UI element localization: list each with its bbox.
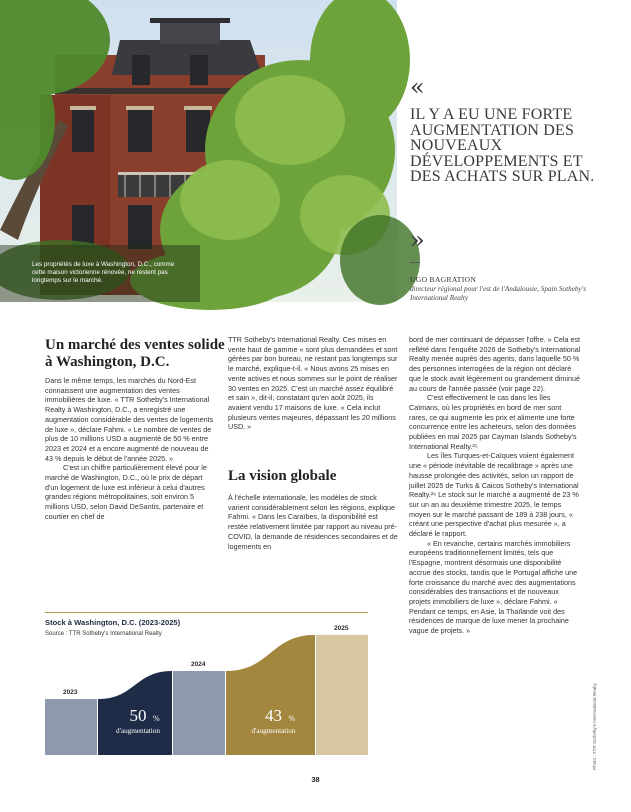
chart-increase-unit-1: % xyxy=(153,714,160,723)
quote-author: UGO BAGRATION xyxy=(410,275,477,284)
article-column-2 xyxy=(228,335,398,432)
chart-increase-area-2 xyxy=(226,635,315,755)
section-title-washington: Un marché des ventes solide à Washington, D.C. xyxy=(45,337,225,370)
page-number: 38 xyxy=(311,775,320,784)
photo-credit: Photo : TTR Sotheby's International Realty xyxy=(592,683,597,770)
paragraph: À l'échelle internationale, les modèles de stock varient considérablement selon les régions, explique Fahmi. « Dans les Caraïbes, la disponibilité est restée relativement limitée par rapport au niveau pré-COVID, la demande de résidences secondaires et de logements en xyxy=(228,493,398,551)
hero-photo xyxy=(0,0,397,302)
paragraph: Dans le même temps, les marchés du Nord-Est connaissent une augmentation des ventes immobilières de luxe. « TTR Sotheby's International Realty à Washington, D.C., a enregistré une augmentation considérable des ventes de logements de luxe », déclare Fahmi. « Le nombre de ventes de plus de 10 millions USD a augmenté de 50 % entre 2023 et 2024 et a encore augmenté de nouveau de 43 % depuis le début de l'année 2025. » xyxy=(45,376,214,463)
chart-increase-value-2: 43 xyxy=(265,706,282,725)
chart-bar-2023 xyxy=(45,699,97,755)
chart-bar-label-2024: 2024 xyxy=(191,661,206,668)
paragraph: TTR Sotheby's International Realty. Ces mises en vente haut de gamme « sont plus demandées et sont gérées par bon bureau, ne restant pas longtemps sur le marché, explique-t-il. « Nous avons 25 mises en vente actives et nous sommes sur le point de réaliser 30 ventes en 2025. C'est un marché assez équilibré et sain », dit-il, constatant qu'en août 2025, ils avaient vendu 17 maisons de luxe. « Cela inclut plusieurs ventes majeures, dépassant les 20 millions USD. » xyxy=(228,335,398,432)
quote-close-mark: » xyxy=(410,226,425,254)
pull-quote-text: IL Y A EU UNE FORTE AUGMENTATION DES NOUVEAUX DÉVELOPPEMENTS ET DES ACHATS SUR PLAN. xyxy=(410,106,595,185)
quote-author-role: directeur régional pour l'est de l'Andalousie, Spain Sotheby's International Realty xyxy=(410,285,587,302)
chart-title: Stock à Washington, D.C. (2023-2025) xyxy=(45,618,181,627)
chart-increase-value-1: 50 xyxy=(129,706,147,725)
chart-top-rule xyxy=(45,612,368,613)
chart-increase-label-2: d'augmentation xyxy=(251,727,296,735)
section-title-global: La vision globale xyxy=(228,468,337,484)
paragraph: « En revanche, certains marchés immobiliers européens traditionnellement limités, tels que l'Espagne, montrent désormais une disponibilité accrue des stocks, tandis que le Portugal affiche une forte croissance du marché avec des augmentations considérables des transactions et de nouveaux projets immobiliers de luxe », déclare Fahmi. « Pendant ce temps, en Asie, la Thaïlande voit des résidences de marque de luxe mener la prochaine vague de projets. » xyxy=(409,538,578,636)
article-column-3 xyxy=(409,335,581,636)
chart-bar-2024 xyxy=(173,671,225,755)
article-column-1 xyxy=(45,376,217,522)
paragraph: C'est un chiffre particulièrement élevé pour le marché de Washington, D.C., où le prix de départ d'un logement de luxe est inférieur à celui d'autres grandes régions métropolitaines, soit environ 5 millions USD, selon David DeSantis, partenaire et courtier en chef de xyxy=(45,463,207,521)
chart-bar-2025 xyxy=(316,635,368,755)
victorian-house-illustration xyxy=(0,0,397,302)
chart-increase-unit-2: % xyxy=(288,714,296,723)
quote-divider xyxy=(410,262,420,263)
paragraph: Les îles Turques-et-Caïques voient également une « période inévitable de recalibrage » après une hausse prolongée des activités, selon un rapport de juillet 2025 de Turks & Caicos Sotheby's International Realty.²⁶ Le stock sur le marché a augmenté de 23 % sur un an au deuxième trimestre 2025, le temps moyen sur le marché passant de 189 à 238 jours, « créant une perspective d'achat plus mesurée », a déclaré le rapport. xyxy=(409,451,579,539)
chart-bar-label-2025: 2025 xyxy=(334,624,349,632)
chart-increase-label-1: d'augmentation xyxy=(115,727,161,735)
paragraph: C'est effectivement le cas dans les îles Caïmans, où les propriétés en bord de mer sont rares, ce qui augmente les prix et alimente une forte concurrence entre les acheteurs, selon des données publiées en mai 2025 par Cayman Islands Sotheby's International Realty.²⁵ xyxy=(409,393,577,451)
photo-caption: Les propriétés de luxe à Washington, D.C., comme cette maison victorienne rénovée, ne restent pas longtemps sur le marché. xyxy=(32,261,175,285)
paragraph: bord de mer continuant de dépasser l'offre. » Cela est reflété dans l'enquête 2026 de Sotheby's International Realty menée auprès des agents, dans laquelle 50 % des personnes interrogées de la région ont déclaré que le stock avait légèrement ou grandement diminué au cours de l'année passée (voir page 22). xyxy=(409,335,581,393)
article-column-2b xyxy=(228,493,398,551)
chart-source: Source : TTR Sotheby's International Realty xyxy=(45,631,162,637)
chart-bar-label-2023: 2023 xyxy=(63,689,78,696)
quote-open-mark: « xyxy=(410,73,425,101)
